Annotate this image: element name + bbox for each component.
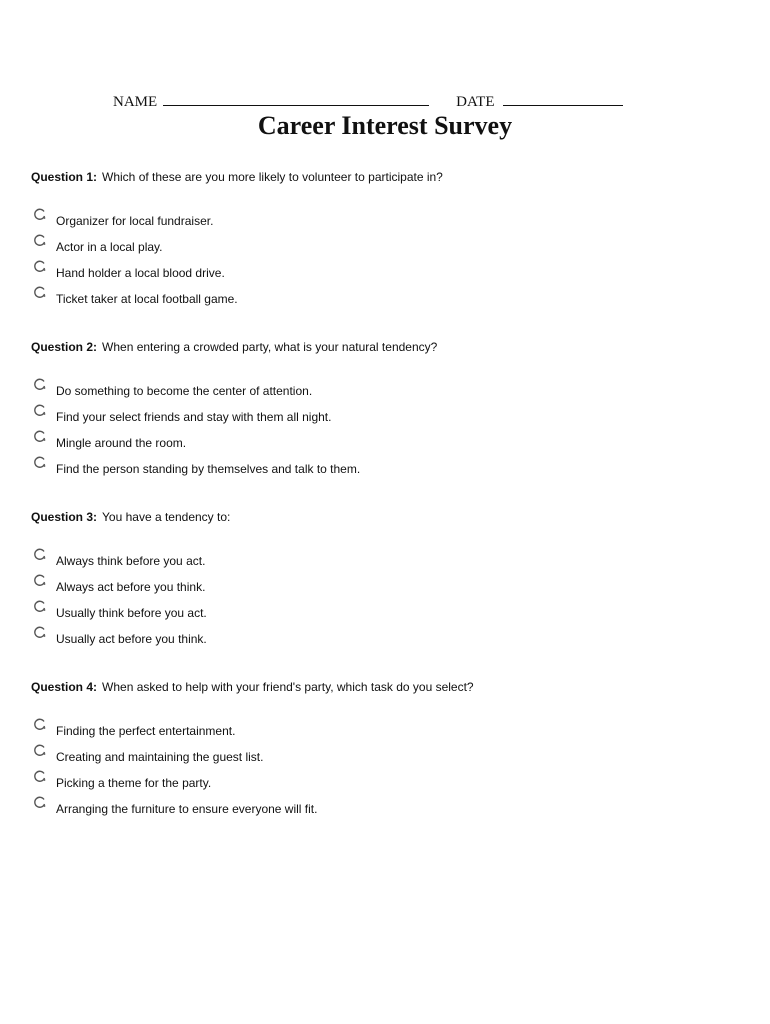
- option-item: [31, 717, 731, 743]
- option-label: Arranging the furniture to ensure everyone will fit.: [56, 802, 318, 816]
- question-text: When asked to help with your friend's party, which task do you select?: [102, 680, 474, 694]
- option-label: Hand holder a local blood drive.: [56, 266, 225, 280]
- header-line: [113, 93, 633, 111]
- option-item: [31, 599, 731, 625]
- radio-button-icon[interactable]: [33, 455, 47, 469]
- question-text: When entering a crowded party, what is your natural tendency?: [102, 340, 438, 354]
- question-label: Question 2:: [31, 340, 98, 354]
- option-item: [31, 743, 731, 769]
- question-3: [31, 510, 731, 680]
- question-line: [31, 340, 731, 355]
- option-label: Always think before you act.: [56, 554, 206, 568]
- option-label: Picking a theme for the party.: [56, 776, 212, 790]
- option-item: [31, 259, 731, 285]
- date-label: DATE: [456, 94, 495, 110]
- option-item: [31, 573, 731, 599]
- radio-button-icon[interactable]: [33, 717, 47, 731]
- name-blank-field[interactable]: [163, 93, 429, 106]
- option-item: [31, 547, 731, 573]
- radio-button-icon[interactable]: [33, 377, 47, 391]
- date-blank-field[interactable]: [503, 93, 623, 106]
- option-label: Mingle around the room.: [56, 436, 187, 450]
- option-label: Ticket taker at local football game.: [56, 292, 238, 306]
- option-list: [31, 377, 731, 481]
- option-item: [31, 233, 731, 259]
- radio-button-icon[interactable]: [33, 743, 47, 757]
- question-label: Question 4:: [31, 680, 98, 694]
- question-line: [31, 170, 731, 185]
- question-line: [31, 510, 731, 525]
- option-item: [31, 429, 731, 455]
- option-label: Find your select friends and stay with them all night.: [56, 410, 332, 424]
- option-label: Creating and maintaining the guest list.: [56, 750, 264, 764]
- option-list: [31, 207, 731, 311]
- option-label: Do something to become the center of attention.: [56, 384, 313, 398]
- question-text: Which of these are you more likely to volunteer to participate in?: [102, 170, 443, 184]
- option-item: [31, 455, 731, 481]
- option-label: Find the person standing by themselves and talk to them.: [56, 462, 361, 476]
- option-label: Finding the perfect entertainment.: [56, 724, 236, 738]
- radio-button-icon[interactable]: [33, 233, 47, 247]
- option-item: [31, 795, 731, 821]
- option-label: Usually think before you act.: [56, 606, 207, 620]
- question-line: [31, 680, 731, 695]
- radio-button-icon[interactable]: [33, 599, 47, 613]
- radio-button-icon[interactable]: [33, 625, 47, 639]
- question-list: [31, 170, 731, 850]
- option-item: [31, 403, 731, 429]
- option-label: Organizer for local fundraiser.: [56, 214, 214, 228]
- radio-button-icon[interactable]: [33, 429, 47, 443]
- radio-button-icon[interactable]: [33, 573, 47, 587]
- option-list: [31, 547, 731, 651]
- option-label: Actor in a local play.: [56, 240, 163, 254]
- option-item: [31, 377, 731, 403]
- question-label: Question 1:: [31, 170, 98, 184]
- radio-button-icon[interactable]: [33, 207, 47, 221]
- page-title: Career Interest Survey: [257, 111, 513, 140]
- radio-button-icon[interactable]: [33, 259, 47, 273]
- radio-button-icon[interactable]: [33, 547, 47, 561]
- radio-button-icon[interactable]: [33, 403, 47, 417]
- option-item: [31, 285, 731, 311]
- question-label: Question 3:: [31, 510, 98, 524]
- option-item: [31, 769, 731, 795]
- radio-button-icon[interactable]: [33, 795, 47, 809]
- radio-button-icon[interactable]: [33, 769, 47, 783]
- question-2: [31, 340, 731, 510]
- question-4: [31, 680, 731, 850]
- option-label: Usually act before you think.: [56, 632, 207, 646]
- option-item: [31, 207, 731, 233]
- name-label: NAME: [113, 94, 158, 110]
- radio-button-icon[interactable]: [33, 285, 47, 299]
- option-label: Always act before you think.: [56, 580, 206, 594]
- question-text: You have a tendency to:: [102, 510, 231, 524]
- question-1: [31, 170, 731, 340]
- option-list: [31, 717, 731, 821]
- option-item: [31, 625, 731, 651]
